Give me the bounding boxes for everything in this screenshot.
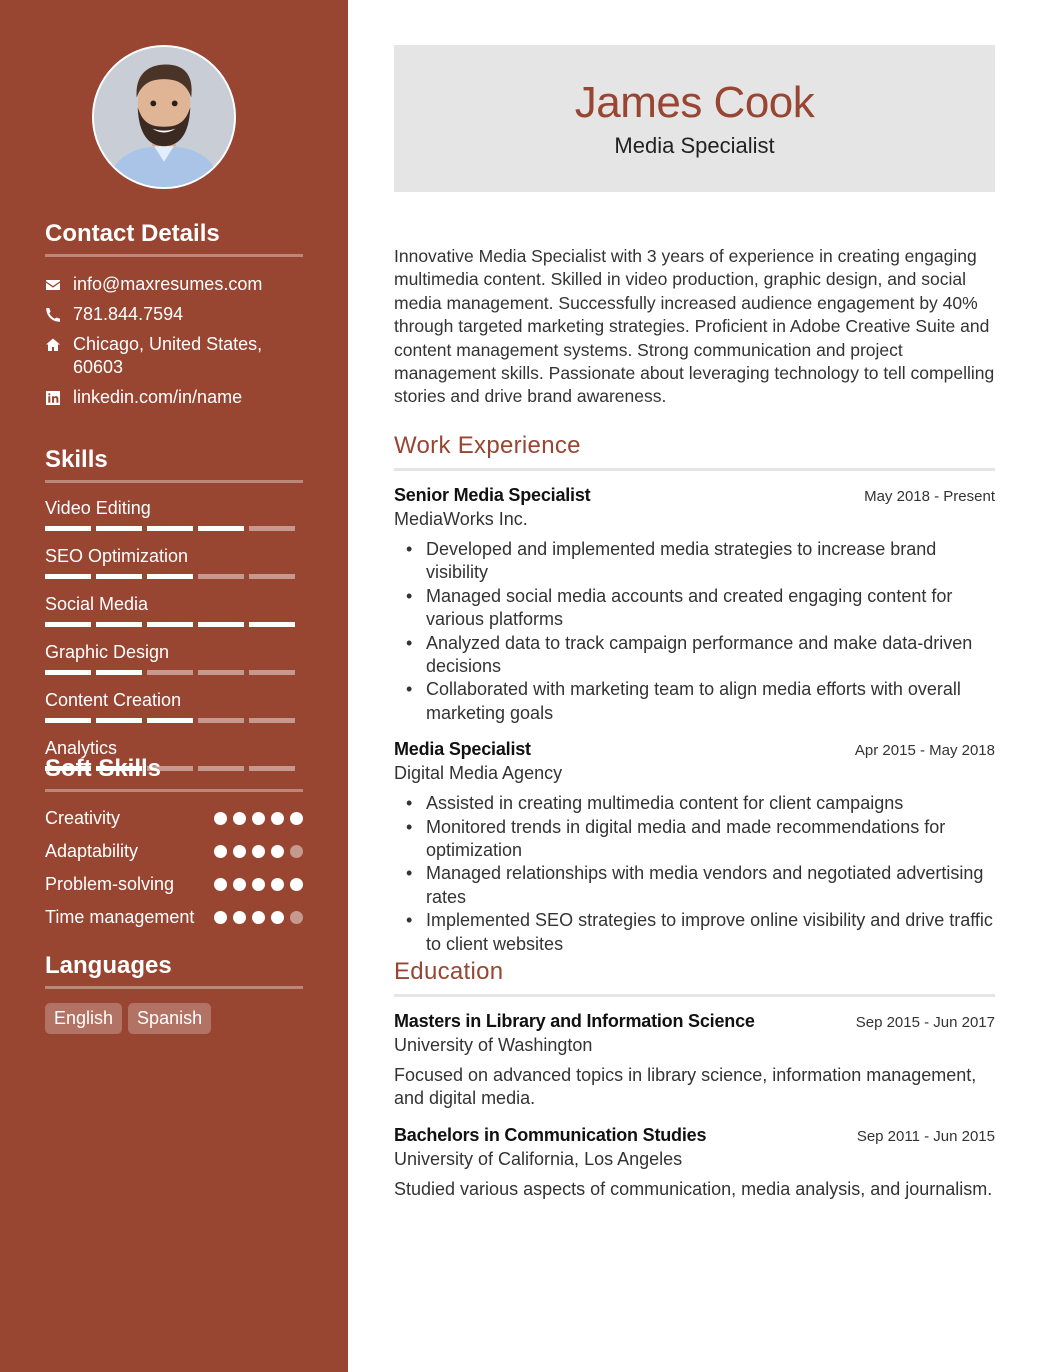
soft-skill-rating xyxy=(214,905,303,930)
rating-dot xyxy=(233,845,246,858)
jobs-list xyxy=(394,485,995,956)
home-icon xyxy=(45,333,73,356)
name-header xyxy=(394,45,995,192)
skill-level-segment xyxy=(45,718,91,723)
skill-item xyxy=(45,689,303,723)
job-bullet: • Implemented SEO strategies to improve online visibility and drive traffic to client websites xyxy=(394,909,995,956)
skill-level-segment xyxy=(198,526,244,531)
languages-section xyxy=(45,952,303,1034)
linkedin-icon xyxy=(45,386,73,409)
contact-address xyxy=(45,333,303,379)
languages-list xyxy=(45,1003,303,1034)
education-header xyxy=(394,1125,995,1146)
skill-level-segment xyxy=(147,526,193,531)
skill-level-bar xyxy=(45,718,303,723)
job-bullet: • Developed and implemented media strategies to increase brand visibility xyxy=(394,538,995,585)
rating-dot xyxy=(271,845,284,858)
language-pill: English xyxy=(45,1003,122,1034)
degree-title: Bachelors in Communication Studies xyxy=(394,1124,707,1145)
education-heading: Education xyxy=(394,958,995,997)
rating-dot xyxy=(233,911,246,924)
rating-dot xyxy=(252,878,265,891)
envelope-icon xyxy=(45,273,73,296)
skill-level-segment xyxy=(96,670,142,675)
contact-phone[interactable] xyxy=(45,303,303,326)
education-entry xyxy=(394,1125,995,1201)
contact-linkedin[interactable] xyxy=(45,386,303,409)
soft-skill-name: Problem-solving xyxy=(45,874,175,894)
job-entry xyxy=(394,739,995,956)
skill-name: Graphic Design xyxy=(45,642,170,662)
job-date: Apr 2015 - May 2018 xyxy=(854,742,995,760)
full-name: James Cook xyxy=(574,78,815,127)
job-company: MediaWorks Inc. xyxy=(394,509,528,529)
skill-level-segment xyxy=(198,670,244,675)
job-header xyxy=(394,485,995,506)
soft-skill-item xyxy=(45,806,303,831)
contact-list xyxy=(45,273,303,409)
skill-level-segment xyxy=(96,526,142,531)
rating-dot xyxy=(271,911,284,924)
soft-skill-item xyxy=(45,872,303,897)
phone-text: 781.844.7594 xyxy=(73,304,184,324)
skill-item xyxy=(45,497,303,531)
degree-title: Masters in Library and Information Science xyxy=(394,1011,755,1031)
soft-skill-name: Creativity xyxy=(45,808,121,828)
job-bullet: • Monitored trends in digital media and made recommendations for optimization xyxy=(394,816,995,863)
soft-skill-name: Time management xyxy=(45,907,195,927)
contact-section xyxy=(45,220,303,416)
skill-level-segment xyxy=(45,670,91,675)
rating-dot xyxy=(290,812,303,825)
skills-section xyxy=(45,446,303,771)
skills-heading: Skills xyxy=(45,446,303,483)
job-bullet: • Collaborated with marketing team to align media efforts with overall marketing goals xyxy=(394,678,995,725)
education-section xyxy=(394,958,995,1201)
skill-level-segment xyxy=(96,574,142,579)
skill-level-segment xyxy=(147,574,193,579)
email-text: info@maxresumes.com xyxy=(73,274,263,294)
skill-name: SEO Optimization xyxy=(45,546,189,566)
skill-name: Video Editing xyxy=(45,498,151,518)
rating-dot xyxy=(252,845,265,858)
skill-level-segment xyxy=(249,574,295,579)
education-date: Sep 2015 - Jun 2017 xyxy=(855,1014,995,1031)
skill-level-segment xyxy=(147,622,193,627)
education-date: Sep 2011 - Jun 2015 xyxy=(856,1127,995,1145)
skill-level-bar xyxy=(45,574,303,579)
soft-skill-rating xyxy=(214,839,303,864)
education-entry xyxy=(394,1011,995,1111)
education-header xyxy=(394,1011,995,1032)
job-bullets xyxy=(394,792,995,956)
work-experience-section xyxy=(394,432,995,956)
rating-dot xyxy=(271,812,284,825)
linkedin-text: linkedin.com/in/name xyxy=(73,387,243,407)
rating-dot xyxy=(214,845,227,858)
skills-list xyxy=(45,497,303,771)
skill-level-segment xyxy=(147,670,193,675)
summary-text: Innovative Media Specialist with 3 years of experience in creating engaging multimedia content. Skilled in video production, graphic design, and social media management. Successfully increased audience engagement by 40% through targeted marketing strategies. Proficient in Adobe Creative Suite and content management systems. Strong communication and project management skills. Passionate about leveraging technology to tell compelling stories and drive brand awareness. xyxy=(394,246,995,407)
skill-level-segment xyxy=(249,718,295,723)
contact-email[interactable] xyxy=(45,273,303,296)
work-experience-heading: Work Experience xyxy=(394,432,995,471)
job-bullet: • Managed social media accounts and created engaging content for various platforms xyxy=(394,585,995,632)
phone-icon xyxy=(45,303,73,326)
soft-skill-item xyxy=(45,905,303,930)
rating-dot xyxy=(214,812,227,825)
skill-level-segment xyxy=(45,526,91,531)
education-list xyxy=(394,1011,995,1201)
education-description: Focused on advanced topics in library science, information management, and digital media. xyxy=(394,1065,977,1109)
job-header xyxy=(394,739,995,760)
skill-level-segment xyxy=(96,718,142,723)
school-name: University of California, Los Angeles xyxy=(394,1148,683,1169)
job-bullet: • Assisted in creating multimedia content for client campaigns xyxy=(394,792,995,815)
skill-level-segment xyxy=(96,622,142,627)
skill-name: Social Media xyxy=(45,594,149,614)
rating-dot xyxy=(233,878,246,891)
rating-dot xyxy=(214,911,227,924)
job-title: Media Specialist xyxy=(394,739,531,760)
soft-skill-item xyxy=(45,839,303,864)
soft-skill-rating xyxy=(214,806,303,831)
rating-dot xyxy=(290,845,303,858)
soft-skills-list xyxy=(45,806,303,930)
rating-dot xyxy=(290,911,303,924)
job-date: May 2018 - Present xyxy=(864,488,995,505)
language-pill: Spanish xyxy=(128,1003,211,1034)
skill-level-segment xyxy=(198,574,244,579)
contact-heading: Contact Details xyxy=(45,220,303,257)
skill-level-segment xyxy=(249,622,295,627)
job-bullet: • Managed relationships with media vendors and negotiated advertising rates xyxy=(394,862,995,909)
soft-skill-rating xyxy=(214,872,303,897)
soft-skills-section xyxy=(45,755,303,930)
soft-skill-name: Adaptability xyxy=(45,841,139,861)
soft-skills-heading: Soft Skills xyxy=(45,755,303,792)
skill-level-segment xyxy=(249,526,295,531)
profile-photo xyxy=(92,45,236,189)
skill-level-bar xyxy=(45,670,303,675)
skill-item xyxy=(45,641,303,675)
skill-level-segment xyxy=(45,574,91,579)
rating-dot xyxy=(233,812,246,825)
skill-level-segment xyxy=(45,622,91,627)
skill-level-segment xyxy=(198,622,244,627)
job-bullets xyxy=(394,538,995,725)
address-text: Chicago, United States, 60603 xyxy=(73,334,263,377)
rating-dot xyxy=(290,878,303,891)
job-entry xyxy=(394,485,995,725)
sidebar xyxy=(0,0,348,1372)
job-title: Senior Media Specialist xyxy=(394,485,591,505)
skill-name: Content Creation xyxy=(45,690,182,710)
avatar-icon xyxy=(94,47,234,187)
skill-item xyxy=(45,545,303,579)
school-name: University of Washington xyxy=(394,1035,593,1055)
skill-level-segment xyxy=(249,670,295,675)
job-bullet: • Analyzed data to track campaign performance and make data-driven decisions xyxy=(394,632,995,679)
rating-dot xyxy=(252,812,265,825)
rating-dot xyxy=(214,878,227,891)
skill-level-segment xyxy=(198,718,244,723)
job-title: Media Specialist xyxy=(614,133,775,158)
skill-level-bar xyxy=(45,526,303,531)
skill-name: Analytics xyxy=(45,738,118,758)
education-description: Studied various aspects of communication, media analysis, and journalism. xyxy=(394,1178,993,1199)
rating-dot xyxy=(252,911,265,924)
skill-level-bar xyxy=(45,622,303,627)
job-company: Digital Media Agency xyxy=(394,763,563,784)
rating-dot xyxy=(271,878,284,891)
skill-level-segment xyxy=(147,718,193,723)
languages-heading: Languages xyxy=(45,952,303,989)
skill-item xyxy=(45,593,303,627)
